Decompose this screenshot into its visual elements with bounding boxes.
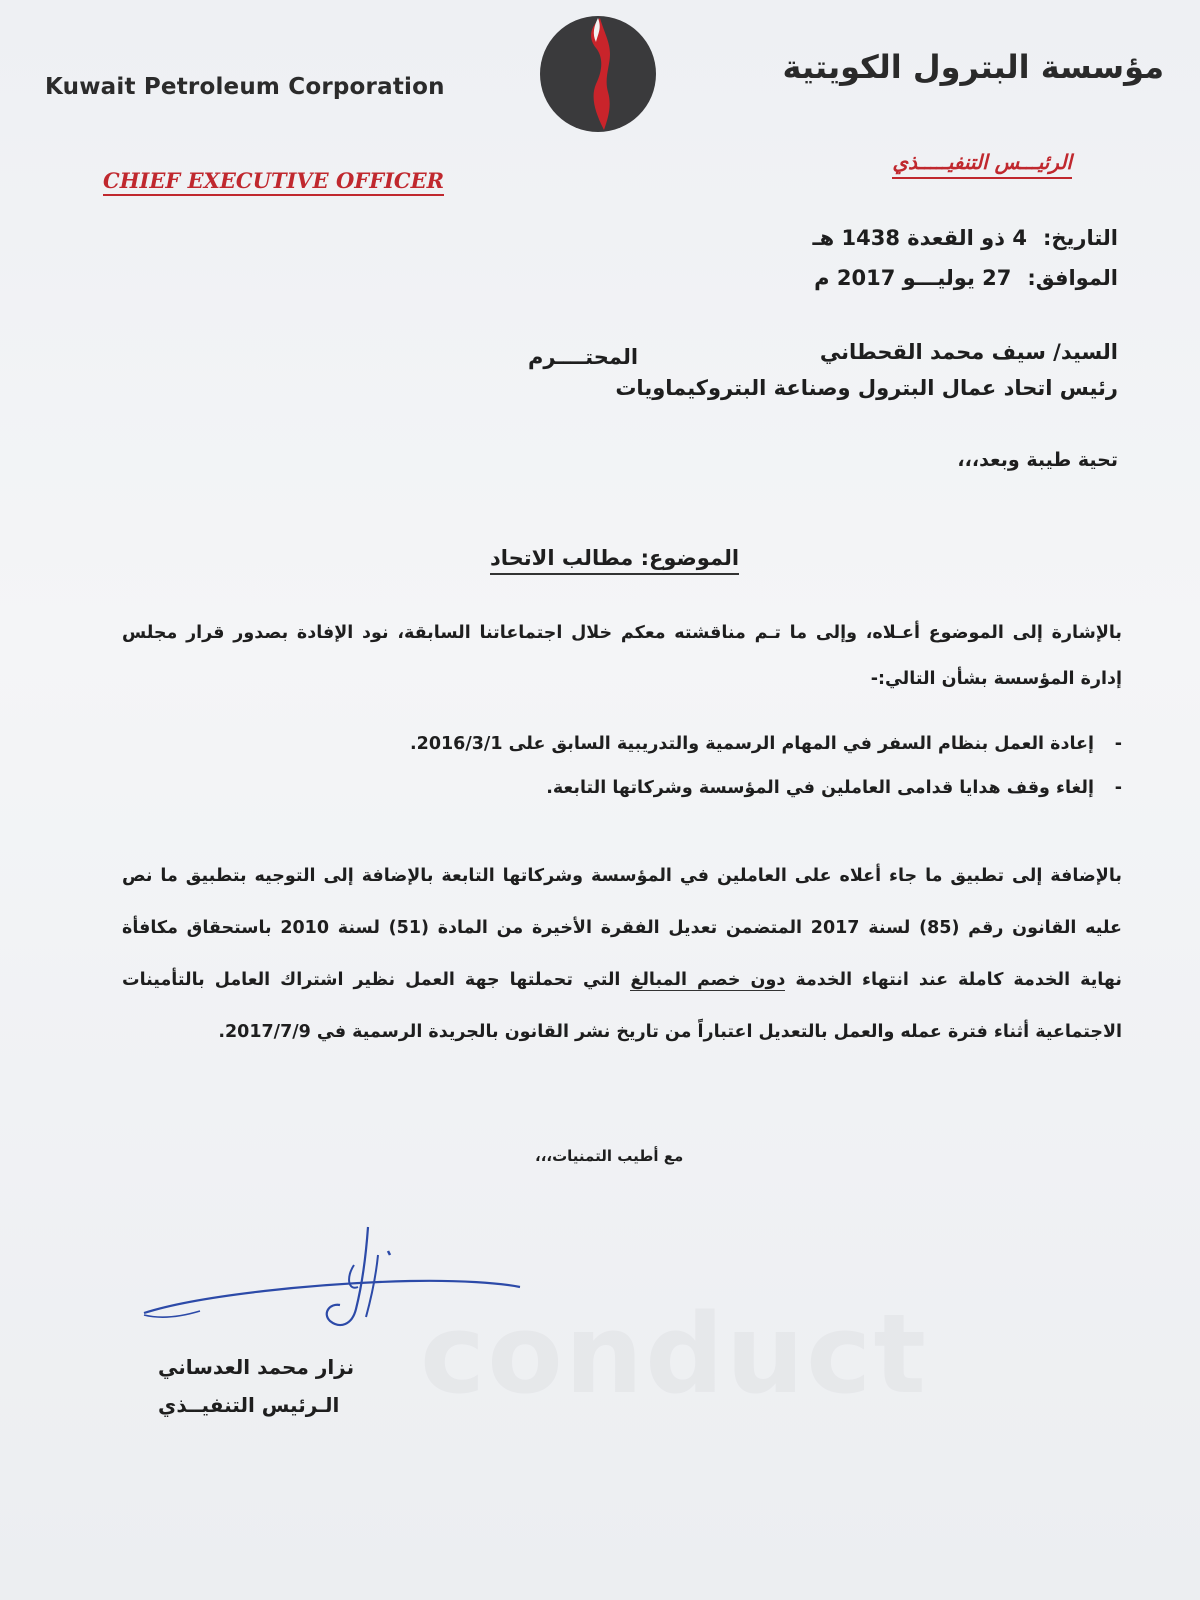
recipient-honorific: المحتــــرم	[528, 345, 639, 369]
hijri-date-label: التاريخ:	[1042, 226, 1118, 250]
demands-list	[302, 722, 1122, 810]
underlined-phrase: دون خصم المبالغ	[630, 970, 786, 990]
list-item-text: إعادة العمل بنظام السفر في المهام الرسمية والتدريبية السابق على 2016/3/1.	[410, 734, 1094, 754]
office-title-en: CHIEF EXECUTIVE OFFICER	[103, 168, 444, 196]
closing-line: مع أطيب التمنيات،،،	[535, 1147, 684, 1165]
kpc-flame-logo	[538, 14, 658, 134]
law-paragraph-part2: التي تحملتها جهة العمل نظير اشتراك العامل بالتأمينات الاجتماعية أثناء فترة عمله والعمل بالتعديل اعتباراً من تاريخ نشر القانون بالجريدة الرسمية في 2017/7/9.	[122, 970, 1122, 1042]
hijri-date-line	[806, 226, 1118, 250]
signatory-title: الـرئيس التنفيــذي	[158, 1393, 340, 1417]
gregorian-date-label: الموافق:	[1027, 266, 1118, 290]
office-title-ar: الرئيـــس التنفيـــــذي	[892, 150, 1072, 179]
subject-line: الموضوع: مطالب الاتحاد	[490, 546, 739, 575]
company-name-ar: مؤسسة البترول الكويتية	[782, 48, 1164, 86]
list-item	[302, 766, 1122, 810]
law-paragraph	[122, 850, 1122, 1058]
signature	[140, 1225, 530, 1345]
list-item	[302, 722, 1122, 766]
bullet-dash: -	[1114, 778, 1122, 798]
gregorian-date-value: 27 يوليـــو 2017 م	[814, 266, 1012, 290]
intro-paragraph: بالإشارة إلى الموضوع أعـلاه، وإلى ما تـم مناقشته معكم خلال اجتماعاتنا السابقة، نود الإفادة بصدور قرار مجلس إدارة المؤسسة بشأن التالي:-	[122, 623, 1122, 689]
hijri-date-value: 4 ذو القعدة 1438 هـ	[812, 226, 1027, 250]
law-paragraph-part1: بالإضافة إلى تطبيق ما جاء أعلاه على العاملين في المؤسسة وشركاتها التابعة بالإضافة إلى التوجيه بتطبيق ما نص عليه القانون رقم (85) لسنة 2017 المتضمن تعديل الفقرة الأخيرة من المادة (51) لسنة 2010 باستحقاق مكافأة نهاية الخدمة كاملة عند انتهاء الخدمة	[122, 866, 1122, 990]
company-name-en: Kuwait Petroleum Corporation	[45, 74, 445, 100]
bullet-dash: -	[1114, 734, 1122, 754]
signatory-name: نزار محمد العدساني	[158, 1355, 355, 1379]
greeting: تحية طيبة وبعد،،،	[957, 449, 1118, 471]
recipient-name: السيد/ سيف محمد القحطاني	[819, 340, 1118, 364]
list-item-text: إلغاء وقف هدايا قدامى العاملين في المؤسسة وشركاتها التابعة.	[546, 778, 1094, 798]
recipient-title: رئيس اتحاد عمال البترول وصناعة البتروكيماويات	[615, 376, 1118, 400]
gregorian-date-line	[808, 266, 1118, 290]
